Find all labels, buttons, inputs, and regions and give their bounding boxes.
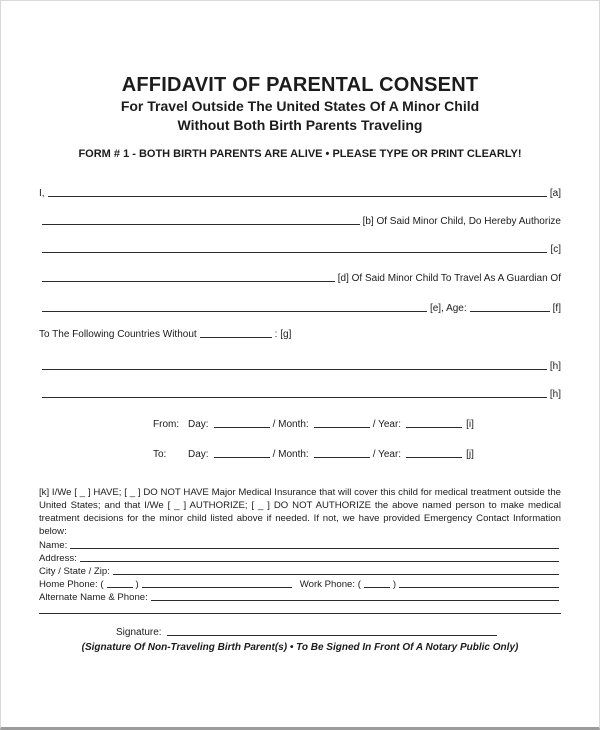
signature-blank-line [167,633,497,636]
field-e-blank-line [42,309,427,312]
page-subtitle-line1: For Travel Outside The United States Of A Minor Child [120,98,480,114]
home-phone-blank-line [142,585,292,588]
countries-suffix: : [g] [274,329,292,340]
page-subtitle-line2: Without Both Birth Parents Traveling [177,117,423,133]
medical-insurance-paragraph: [k] I/We [ _ ] HAVE; [ _ ] DO NOT HAVE Major Medical Insurance that will cover this child for medical treatment outside the United States; and that I/We [ _ ] AUTHORIZE; [ _ ] DO NOT AUTHORIZE the above named person to make medical treatment decisions for the minor child listed above if needed. If not, we have provided Emergency Contact Information below: [39,487,561,537]
extra-blank-row [39,603,561,616]
to-year-blank-line [406,455,462,458]
field-h2-ref: [h] [549,389,561,400]
contact-name-row [39,538,561,551]
to-month-label: / Month: [272,449,309,460]
work-area-blank-line [364,585,390,588]
field-row-d [39,271,561,284]
home-area-paren-open: ( [100,579,104,590]
field-d-blank-line [42,279,335,282]
from-year-label: / Year: [372,419,402,430]
extra-blank-line [39,611,561,614]
to-ref: [j] [466,449,474,460]
from-month-label: / Month: [272,419,309,430]
home-area-blank-line [107,585,133,588]
from-ref: [i] [466,419,474,430]
field-row-c [39,242,561,255]
name-label: Name: [39,540,68,551]
signature-label: Signature: [116,627,162,638]
from-day-blank-line [214,425,270,428]
field-row-b [39,214,561,227]
contact-alternate-row [39,590,561,603]
travel-from-row [153,417,561,430]
age-blank-line [470,309,550,312]
field-h1-ref: [h] [549,361,561,372]
work-area-paren-close: ) [392,579,397,590]
travel-to-row [153,447,561,460]
to-year-label: / Year: [372,449,402,460]
field-row-a [39,186,561,199]
countries-row [39,327,561,340]
field-h1-blank-line [42,367,547,370]
field-b-suffix: [b] Of Said Minor Child, Do Hereby Authorize [362,216,561,227]
field-e-suffix: [e], Age: [429,303,467,314]
from-label: From: [153,419,180,430]
field-a-ref: [a] [549,188,561,199]
field-a-blank-line [48,194,547,197]
field-a-prefix: I, [39,188,45,199]
signature-row [116,624,561,638]
work-phone-blank-line [399,585,559,588]
contact-address-row [39,551,561,564]
to-label: To: [153,449,167,460]
work-area-paren-open: ( [357,579,361,590]
field-row-e [39,301,561,314]
to-day-label: Day: [188,449,209,460]
contact-phone-row [39,577,561,590]
from-month-blank-line [314,425,370,428]
form-number-instruction: FORM # 1 - BOTH BIRTH PARENTS ARE ALIVE • PLEASE TYPE OR PRINT CLEARLY! [78,148,522,160]
address-label: Address: [39,553,77,564]
from-day-label: Day: [188,419,209,430]
home-phone-label: Home Phone: [39,579,98,590]
field-c-ref: [c] [550,244,561,255]
countries-prefix: To The Following Countries Without [39,329,197,340]
page-title: AFFIDAVIT OF PARENTAL CONSENT [121,74,479,96]
contact-city-state-zip-row [39,564,561,577]
from-year-blank-line [406,425,462,428]
field-c-blank-line [42,250,547,253]
notary-instruction-note: (Signature Of Non-Traveling Birth Parent(s) • To Be Signed In Front Of A Notary Public Only) [81,642,519,653]
city-state-zip-blank-line [113,572,559,575]
field-d-suffix: [d] Of Said Minor Child To Travel As A Guardian Of [337,273,561,284]
address-blank-line [80,559,559,562]
name-blank-line [70,546,559,549]
field-h2-blank-line [42,395,547,398]
page-content [1,73,599,653]
alternate-blank-line [151,598,559,601]
alternate-name-phone-label: Alternate Name & Phone: [39,592,148,603]
field-row-h1 [39,359,561,372]
field-f-ref: [f] [552,303,561,314]
work-phone-label: Work Phone: [299,579,356,590]
field-b-blank-line [42,222,360,225]
home-area-paren-close: ) [135,579,139,590]
field-row-h2 [39,387,561,400]
to-month-blank-line [314,455,370,458]
countries-blank-line [200,335,272,338]
city-state-zip-label: City / State / Zip: [39,566,110,577]
to-day-blank-line [214,455,270,458]
